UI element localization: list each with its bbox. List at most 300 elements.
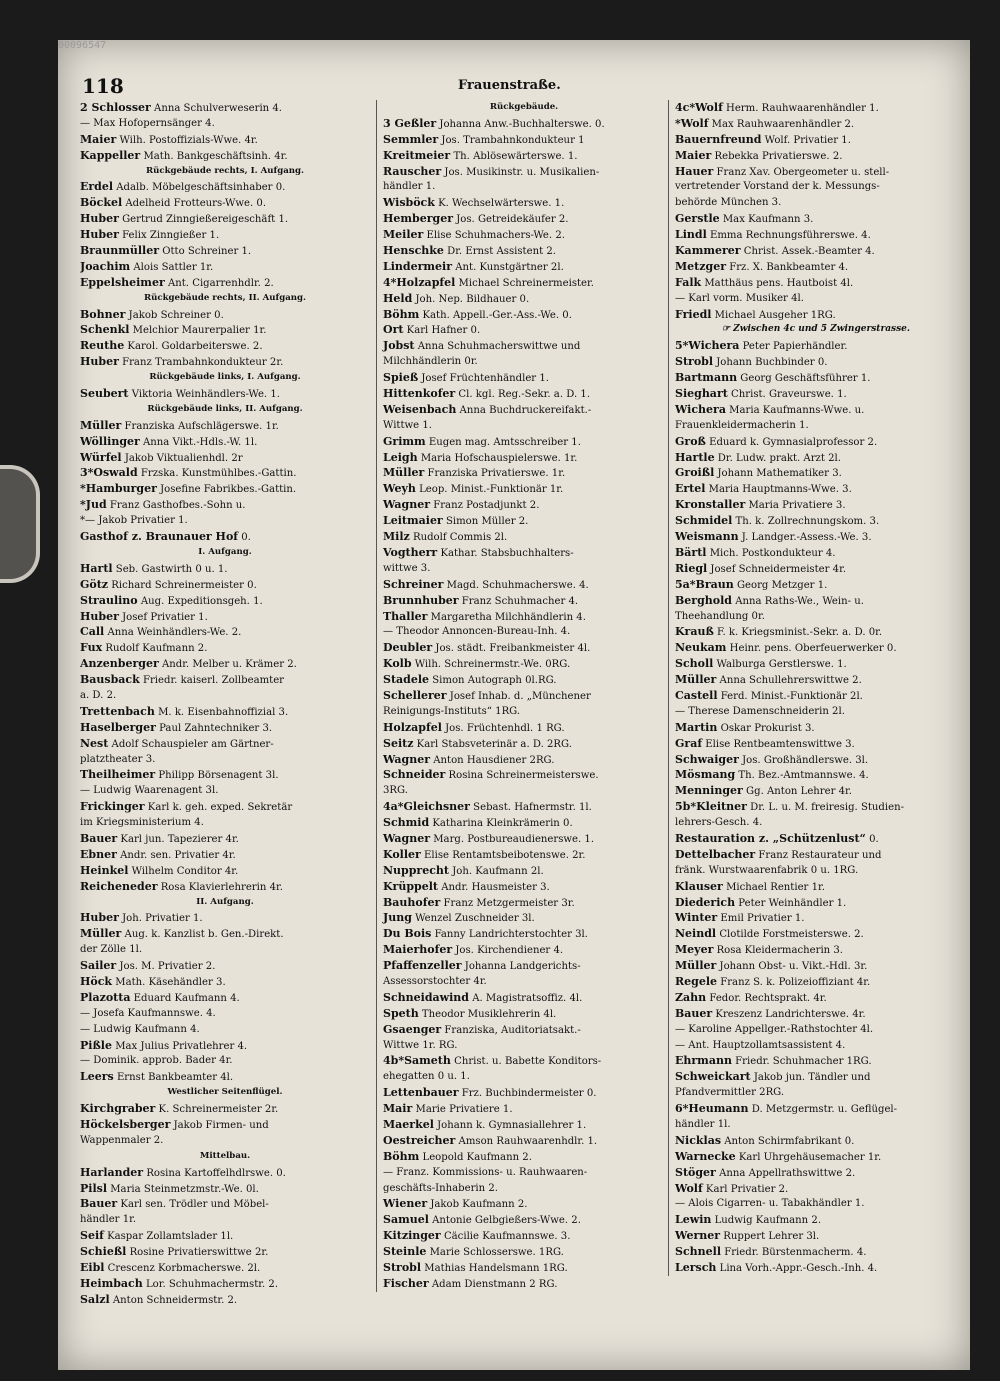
entry-name: Krüppelt xyxy=(383,879,438,893)
directory-entry xyxy=(80,926,370,942)
column-2 xyxy=(376,100,665,1292)
directory-entry xyxy=(80,211,370,227)
entry-detail: Rudolf Commis 2l. xyxy=(409,532,508,544)
directory-entry xyxy=(675,752,957,768)
entry-continuation: — Ant. Hauptzollamtsassistent 4. xyxy=(675,1039,846,1051)
entry-detail: Cl. kgl. Reg.-Sekr. a. D. 1. xyxy=(455,389,591,401)
entry-name: Martin xyxy=(675,720,718,734)
entry-name: Deubler xyxy=(383,641,433,655)
entry-detail: Anna Raths-We., Wein- u. xyxy=(732,595,864,607)
directory-entry xyxy=(80,958,370,974)
entry-name: Nupprecht xyxy=(383,863,450,877)
entry-detail: Anton Schirmfabrikant 0. xyxy=(721,1135,855,1147)
entry-detail: Anna Schulverweserin 4. xyxy=(150,103,283,114)
entry-name: Falk xyxy=(675,275,702,289)
entry-name: Götz xyxy=(80,577,109,591)
entry-name: Schenkl xyxy=(80,323,130,337)
directory-entry xyxy=(383,497,665,513)
entry-name: Ertel xyxy=(675,482,706,496)
entry-detail: Frz. X. Bankbeamter 4. xyxy=(726,261,849,273)
entry-name: Nest xyxy=(80,736,109,750)
entry-name: Frickinger xyxy=(80,800,145,814)
entry-detail: Jos. Trambahnkondukteur 1 xyxy=(438,134,585,146)
entry-detail: Philipp Börsenagent 3l. xyxy=(155,770,279,782)
directory-entry xyxy=(80,497,370,513)
directory-entry xyxy=(675,736,957,752)
entry-detail: Sebast. Hafnermstr. 1l. xyxy=(469,802,592,814)
entry-detail: Wolf. Privatier 1. xyxy=(761,134,851,146)
entry-continuation: händler 1r. xyxy=(80,1214,137,1226)
entry-name: 4a*Gleichsner xyxy=(383,800,470,814)
entry-detail: Elise Schuhmachers-We. 2. xyxy=(423,230,565,242)
entry-name: Jung xyxy=(383,911,412,925)
entry-detail: Johann Obst- u. Vikt.-Hdl. 3r. xyxy=(716,961,868,973)
entry-detail: Kath. Appell.-Ger.-Ass.-We. 0. xyxy=(419,309,572,321)
entry-detail: Rosa Kleidermacherin 3. xyxy=(713,945,844,957)
entry-detail: Adam Dienstmann 2 RG. xyxy=(428,1278,558,1290)
entry-name: Schreiner xyxy=(383,577,444,591)
entry-continuation: der Zölle 1l. xyxy=(80,944,143,956)
entry-continuation: Wappenmaler 2. xyxy=(80,1134,164,1146)
directory-entry xyxy=(383,195,665,211)
directory-entry xyxy=(675,831,957,847)
entry-name: Lersch xyxy=(675,1261,717,1275)
entry-name: Nicklas xyxy=(675,1133,722,1147)
entry-name: Kreitmeier xyxy=(383,148,451,162)
entry-detail: Ferd. Minist.-Funktionär 2l. xyxy=(717,690,863,702)
entry-detail: Christ. u. Babette Konditors- xyxy=(450,1056,602,1068)
directory-entry xyxy=(383,1117,665,1133)
directory-entry xyxy=(383,1053,665,1069)
entry-detail: Friedr. kaiserl. Zollbeamter xyxy=(139,675,285,687)
entry-detail: Josef Schneidermeister 4r. xyxy=(707,563,847,575)
entry-detail: Max Kaufmann 3. xyxy=(719,214,814,226)
entry-name: Schellerer xyxy=(383,688,447,702)
directory-entry xyxy=(383,275,665,291)
entry-name: Klauser xyxy=(675,879,723,893)
entry-detail: F. k. Kriegsminist.-Sekr. a. D. 0r. xyxy=(713,627,883,639)
entry-detail: Franz S. k. Polizeioffiziant 4r. xyxy=(717,976,871,988)
entry-detail: Michael Schreinermeister. xyxy=(455,277,594,289)
entry-name: Joachim xyxy=(80,259,131,273)
directory-entry xyxy=(80,434,370,450)
entry-name: 5b*Kleitner xyxy=(675,800,747,814)
entry-detail: 0. xyxy=(238,532,251,544)
entry-name: Wagner xyxy=(383,752,431,766)
entry-continuation: Wittwe 1. xyxy=(383,419,432,431)
entry-detail: Karol. Goldarbeiterswe. 2. xyxy=(124,341,263,353)
entry-name: Call xyxy=(80,625,105,639)
entry-name: Samuel xyxy=(383,1213,429,1227)
directory-entry xyxy=(383,847,665,863)
entry-name: Wagner xyxy=(383,498,431,512)
entry-name: Menninger xyxy=(675,784,743,798)
entry-name: Hartle xyxy=(675,450,715,464)
entry-detail: Heinr. pens. Oberfeuerwerker 0. xyxy=(726,643,897,655)
directory-entry xyxy=(80,386,370,402)
directory-entry xyxy=(80,418,370,434)
entry-name: Anzenberger xyxy=(80,657,159,671)
entry-detail: Leopold Kaufmann 2. xyxy=(419,1151,532,1163)
directory-entry xyxy=(675,545,957,561)
entry-name: Strobl xyxy=(675,355,714,369)
entry-detail: Viktoria Weinhändlers-We. 1. xyxy=(128,389,280,401)
entry-continuation: — Alois Cigarren- u. Tabakhändler 1. xyxy=(675,1198,865,1210)
entry-detail: Karl Stabsveterinär a. D. 2RG. xyxy=(413,738,572,750)
entry-name: Wisböck xyxy=(383,196,435,210)
directory-entry xyxy=(80,1038,370,1054)
directory-entry xyxy=(80,672,370,688)
directory-entry xyxy=(675,879,957,895)
entry-name: Theilheimer xyxy=(80,768,156,782)
directory-entry xyxy=(383,656,665,672)
entry-detail: Walburga Gerstlerswe. 1. xyxy=(713,659,847,671)
entry-name: Wöllinger xyxy=(80,434,140,448)
entry-detail: Jos. Früchtenhdl. 1 RG. xyxy=(441,722,565,734)
entry-name: Höck xyxy=(80,974,113,988)
entry-name: Weismann xyxy=(675,530,739,544)
entry-name: Speth xyxy=(383,1006,419,1020)
entry-name: Trettenbach xyxy=(80,704,155,718)
entry-detail: Emil Privatier 1. xyxy=(717,913,805,925)
entry-name: Restauration z. „Schützenlust“ xyxy=(675,831,866,845)
entry-continuation: händler 1l. xyxy=(675,1119,731,1130)
directory-entry xyxy=(675,434,957,450)
entry-detail: Max Rauhwaarenhändler 2. xyxy=(708,118,855,130)
directory-entry xyxy=(383,609,665,625)
directory-entry xyxy=(80,799,370,815)
directory-entry xyxy=(675,529,957,545)
entry-continuation: geschäfts-Inhaberin 2. xyxy=(383,1182,499,1194)
directory-entry xyxy=(80,1181,370,1197)
directory-entry xyxy=(675,688,957,704)
directory-entry xyxy=(675,847,957,863)
entry-name: Strobl xyxy=(383,1261,422,1275)
entry-name: Seubert xyxy=(80,387,129,401)
entry-detail: Rosa Klavierlehrerin 4r. xyxy=(157,881,283,893)
directory-entry xyxy=(80,529,370,545)
entry-name: Reicheneder xyxy=(80,879,158,893)
entry-name: Fux xyxy=(80,641,103,655)
entry-continuation: Wittwe 1r. RG. xyxy=(383,1039,458,1051)
entry-detail: Josef Inhab. d. „Münchener xyxy=(446,690,591,702)
entry-name: Meiler xyxy=(383,228,424,242)
entry-detail: Alois Sattler 1r. xyxy=(130,261,214,273)
entry-name: Lindl xyxy=(675,228,707,242)
directory-entry xyxy=(383,434,665,450)
directory-entry xyxy=(383,291,665,307)
directory-entry xyxy=(80,227,370,243)
entry-name: 3 Geßler xyxy=(383,116,437,130)
entry-name: Weyh xyxy=(383,482,416,496)
entry-detail: Georg Geschäftsführer 1. xyxy=(737,373,871,385)
entry-name: Hittenkofer xyxy=(383,387,456,401)
entry-detail: Herm. Rauhwaarenhändler 1. xyxy=(722,103,879,114)
entry-detail: J. Landger.-Assess.-We. 3. xyxy=(738,532,872,544)
directory-entry xyxy=(80,1196,370,1212)
entry-name: 6*Heumann xyxy=(675,1102,749,1116)
entry-name: Hauer xyxy=(675,164,714,178)
entry-continuation: a. D. 2. xyxy=(80,689,117,701)
entry-name: Zahn xyxy=(675,990,707,1004)
entry-detail: Elise Rentamtsbeibotenswe. 2r. xyxy=(420,849,586,861)
directory-entry xyxy=(383,720,665,736)
entry-detail: Dr. Ernst Assistent 2. xyxy=(443,246,556,258)
directory-entry xyxy=(80,243,370,259)
entry-name: 5*Wichera xyxy=(675,339,740,353)
directory-entry xyxy=(383,863,665,879)
entry-name: Bauer xyxy=(80,1197,118,1211)
entry-name: Hemberger xyxy=(383,212,454,226)
entry-name: Vogtherr xyxy=(383,545,438,559)
entry-name: Neukam xyxy=(675,641,727,655)
directory-entry xyxy=(675,227,957,243)
directory-entry xyxy=(80,656,370,672)
directory-entry xyxy=(80,974,370,990)
directory-entry xyxy=(383,1149,665,1165)
directory-entry xyxy=(675,895,957,911)
entry-name: Huber xyxy=(80,911,119,925)
directory-entry xyxy=(80,609,370,625)
entry-detail: Maria Steinmetzmstr.-We. 0l. xyxy=(107,1183,259,1195)
entry-name: Eppelsheimer xyxy=(80,275,165,289)
entry-name: Leers xyxy=(80,1070,114,1084)
entry-name: Lindermeir xyxy=(383,259,453,273)
entry-detail: Kaspar Zollamtslader 1l. xyxy=(103,1231,234,1243)
directory-entry xyxy=(80,1292,370,1308)
entry-detail: Fanny Landrichterstochter 3l. xyxy=(431,929,588,941)
entry-name: Steinle xyxy=(383,1245,427,1259)
directory-entry xyxy=(675,116,957,132)
entry-detail: Andr. sen. Privatier 4r. xyxy=(116,849,236,861)
entry-detail: Aug. Expeditionsgeh. 1. xyxy=(137,595,263,607)
directory-entry xyxy=(383,211,665,227)
directory-entry xyxy=(675,1228,957,1244)
entry-name: Wagner xyxy=(383,831,431,845)
directory-entry xyxy=(675,1101,957,1117)
entry-name: Kolb xyxy=(383,657,412,671)
directory-entry xyxy=(80,720,370,736)
directory-entry xyxy=(383,116,665,132)
directory-entry xyxy=(675,481,957,497)
entry-name: Seitz xyxy=(383,736,414,750)
directory-entry xyxy=(80,1069,370,1085)
scan-id: 00096547 xyxy=(58,40,107,51)
entry-detail: Andr. Hausmeister 3. xyxy=(438,881,550,893)
entry-detail: Anton Schneidermstr. 2. xyxy=(109,1294,238,1306)
directory-entry xyxy=(675,1069,957,1085)
entry-detail: Christ. Assek.-Beamter 4. xyxy=(740,246,875,258)
entry-detail: Jos. Großhändlerswe. 3l. xyxy=(738,754,869,766)
entry-name: Heinkel xyxy=(80,863,129,877)
entry-detail: Andr. Melber u. Krämer 2. xyxy=(158,659,297,671)
entry-continuation: Reinigungs-Instituts“ 1RG. xyxy=(383,705,521,717)
entry-name: Müller xyxy=(675,673,717,687)
directory-entry xyxy=(675,132,957,148)
entry-name: Müller xyxy=(80,927,122,941)
entry-name: Schießl xyxy=(80,1245,127,1259)
directory-entry xyxy=(383,767,665,783)
entry-name: Bauernfreund xyxy=(675,132,762,146)
entry-continuation: — Josefa Kaufmannswe. 4. xyxy=(80,1007,216,1019)
page-title: Frauenstraße. xyxy=(458,78,561,93)
directory-entry xyxy=(80,640,370,656)
entry-continuation: vertretender Vorstand der k. Messungs- xyxy=(675,181,880,193)
directory-entry xyxy=(675,783,957,799)
entry-name: Schneider xyxy=(383,768,446,782)
entry-detail: Franz Gasthofbes.-Sohn u. xyxy=(106,500,246,512)
entry-continuation: behörde München 3. xyxy=(675,197,782,209)
directory-entry xyxy=(80,179,370,195)
entry-continuation: im Kriegsministerium 4. xyxy=(80,817,204,829)
entry-name: *Wolf xyxy=(675,116,709,130)
directory-entry xyxy=(383,958,665,974)
entry-detail: Adelheid Frotteurs-Wwe. 0. xyxy=(122,198,267,210)
directory-entry xyxy=(383,1244,665,1260)
entry-name: Pißle xyxy=(80,1038,112,1052)
entry-name: Warnecke xyxy=(675,1149,736,1163)
directory-entry xyxy=(80,307,370,323)
entry-detail: Josef Früchtenhändler 1. xyxy=(418,373,549,385)
entry-name: Scholl xyxy=(675,657,714,671)
directory-entry xyxy=(675,974,957,990)
entry-detail: Th. Ablösewärterswe. 1. xyxy=(450,150,578,162)
entry-detail: Ruppert Lehrer 3l. xyxy=(720,1231,820,1243)
entry-detail: Seb. Gastwirth 0 u. 1. xyxy=(112,563,228,575)
directory-entry xyxy=(80,1276,370,1292)
entry-name: Huber xyxy=(80,609,119,623)
directory-entry xyxy=(675,910,957,926)
section-heading: Rückgebäude rechts, II. Aufgang. xyxy=(143,292,307,303)
entry-name: Semmler xyxy=(383,132,439,146)
entry-detail: Anna Buchdruckereifakt.- xyxy=(456,404,592,416)
directory-entry xyxy=(80,577,370,593)
entry-name: Gerstle xyxy=(675,212,720,226)
entry-name: Bauer xyxy=(80,831,118,845)
entry-detail: Anna Schullehrerswittwe 2. xyxy=(716,675,862,687)
directory-entry xyxy=(383,481,665,497)
entry-detail: Christ. Graveurswe. 1. xyxy=(727,389,847,401)
entry-detail: Simon Autograph 0l.RG. xyxy=(429,675,557,687)
entry-name: Sailer xyxy=(80,959,117,973)
entry-detail: Ludwig Kaufmann 2. xyxy=(711,1215,822,1227)
directory-entry xyxy=(675,386,957,402)
directory-entry xyxy=(675,1149,957,1165)
entry-name: Eibl xyxy=(80,1261,105,1275)
entry-detail: Rosina Kartoffelhdlrswe. 0. xyxy=(143,1167,286,1179)
directory-entry xyxy=(675,497,957,513)
entry-continuation: *— Jakob Privatier 1. xyxy=(80,515,188,527)
directory-entry xyxy=(675,561,957,577)
entry-name: Ehrmann xyxy=(675,1054,732,1068)
entry-name: Huber xyxy=(80,355,119,369)
section-heading: Rückgebäude links, I. Aufgang. xyxy=(149,372,301,383)
entry-detail: Ant. Kunstgärtner 2l. xyxy=(452,261,564,273)
directory-entry xyxy=(383,1228,665,1244)
entry-name: 3*Oswald xyxy=(80,466,138,480)
directory-entry xyxy=(80,847,370,863)
entry-detail: A. Magistratsoffiz. 4l. xyxy=(468,992,583,1004)
column-3 xyxy=(668,100,957,1276)
entry-continuation: fränk. Wurstwaarenfabrik 0 u. 1RG. xyxy=(675,864,859,876)
entry-name: Erdel xyxy=(80,180,114,194)
directory-entry xyxy=(675,1244,957,1260)
directory-entry xyxy=(675,354,957,370)
entry-name: Maier xyxy=(80,132,117,146)
directory-entry xyxy=(383,227,665,243)
directory-entry xyxy=(80,767,370,783)
entry-detail: K. Schreinermeister 2r. xyxy=(155,1104,279,1116)
directory-entry xyxy=(383,545,665,561)
entry-detail: Anna Weinhändlers-We. 2. xyxy=(104,627,242,639)
entry-name: Maierhofer xyxy=(383,943,453,957)
entry-name: Harlander xyxy=(80,1165,144,1179)
directory-entry xyxy=(675,1053,957,1069)
entry-detail: Adalb. Möbelgeschäftsinhaber 0. xyxy=(113,182,286,194)
entry-name: Kappeller xyxy=(80,148,141,162)
entry-name: Schwaiger xyxy=(675,752,739,766)
entry-name: Krauß xyxy=(675,625,714,639)
entry-name: Müller xyxy=(675,959,717,973)
entry-name: Werner xyxy=(675,1229,721,1243)
entry-name: 4b*Sameth xyxy=(383,1054,451,1068)
directory-entry xyxy=(383,895,665,911)
entry-detail: Josefine Fabrikbes.-Gattin. xyxy=(156,484,297,496)
directory-entry xyxy=(675,577,957,593)
directory-entry xyxy=(383,1133,665,1149)
entry-continuation: händler 1. xyxy=(383,181,436,193)
entry-name: Mair xyxy=(383,1102,413,1116)
entry-detail: Jos. Getreidekäufer 2. xyxy=(453,214,569,226)
directory-entry xyxy=(383,1260,665,1276)
directory-entry xyxy=(80,1260,370,1276)
entry-name: Hartl xyxy=(80,561,113,575)
directory-entry xyxy=(383,1196,665,1212)
directory-entry xyxy=(383,736,665,752)
entry-name: Seif xyxy=(80,1229,104,1243)
entry-name: Riegl xyxy=(675,561,708,575)
entry-detail: Antonie Gelbgießers-Wwe. 2. xyxy=(428,1215,581,1227)
entry-detail: Karl jun. Tapezierer 4r. xyxy=(117,833,239,845)
entry-continuation: wittwe 3. xyxy=(383,562,431,574)
directory-entry xyxy=(675,164,957,180)
entry-detail: Johanna Anw.-Buchhalterswe. 0. xyxy=(436,118,605,130)
entry-detail: Eduard k. Gymnasialprofessor 2. xyxy=(705,436,878,448)
entry-name: Wolf xyxy=(675,1181,703,1195)
entry-name: Stadele xyxy=(383,673,430,687)
entry-name: Braunmüller xyxy=(80,244,160,258)
entry-name: Bartmann xyxy=(675,371,738,385)
entry-name: Oestreicher xyxy=(383,1133,456,1147)
entry-detail: Jakob Kaufmann 2. xyxy=(427,1199,528,1211)
directory-entry xyxy=(675,148,957,164)
entry-name: Lettenbauer xyxy=(383,1086,459,1100)
directory-entry xyxy=(80,879,370,895)
entry-name: Böhm xyxy=(383,1149,420,1163)
entry-name: Lewin xyxy=(675,1213,712,1227)
directory-entry xyxy=(80,1244,370,1260)
entry-detail: Marg. Postbureaudienerswe. 1. xyxy=(430,833,595,845)
entry-name: Schweickart xyxy=(675,1070,751,1084)
entry-detail: Ernst Bankbeamter 4l. xyxy=(113,1072,234,1084)
entry-detail: Rudolf Kaufmann 2. xyxy=(102,643,208,655)
entry-name: Bauer xyxy=(675,1006,713,1020)
directory-entry xyxy=(383,1212,665,1228)
entry-name: Castell xyxy=(675,688,718,702)
directory-entry xyxy=(675,465,957,481)
entry-detail: Rebekka Privatierswe. 2. xyxy=(711,150,843,162)
directory-entry xyxy=(383,990,665,1006)
